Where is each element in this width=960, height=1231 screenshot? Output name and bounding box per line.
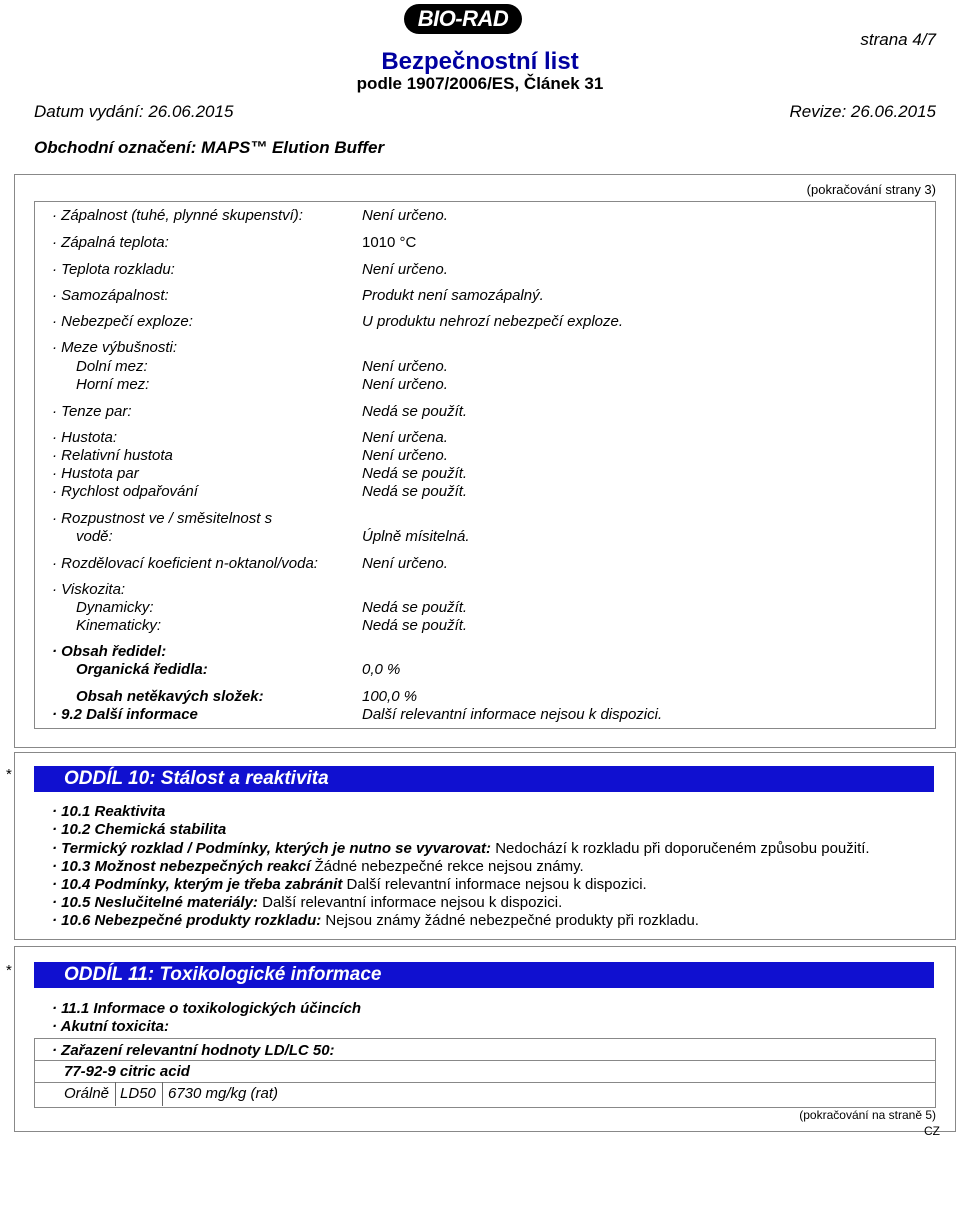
prop-value: Další relevantní informace nejsou k dispozici. [362,706,663,723]
language-code: CZ [924,1124,940,1138]
continued-to: (pokračování na straně 5) [799,1108,936,1122]
section10-item [52,894,562,911]
item-head: · 10.4 Podmínky, kterým je třeba zabránit [52,876,343,893]
section10-item [52,876,647,893]
ld-heading: · Zařazení relevantní hodnoty LD/LC 50: [52,1042,335,1059]
prop-label: · Relativní hustota [52,447,173,464]
prop-label: · Samozápalnost: [52,287,169,304]
item-text: Žádné nebezpečné rekce nejsou známy. [310,858,584,875]
tox-type: LD50 [120,1085,156,1102]
divider [115,1082,116,1106]
item-text: Další relevantní informace nejsou k dispozici. [342,876,647,893]
substance-name: 77-92-9 citric acid [64,1063,190,1080]
prop-value: Není určeno. [362,358,448,375]
prop-value: Produkt není samozápalný. [362,287,544,304]
change-marker: * [6,962,12,979]
page-number: strana 4/7 [860,30,936,49]
prop-label: · Teplota rozkladu: [52,261,175,278]
document-title: Bezpečnostní list [381,48,579,75]
document-subtitle: podle 1907/2006/ES, Článek 31 [356,74,604,93]
prop-label: Organická ředidla: [76,661,208,678]
prop-label: · Obsah ředidel: [52,643,167,660]
prop-label: Dolní mez: [76,358,148,375]
prop-label: · Rozpustnost ve / směsitelnost s [52,510,273,527]
prop-value: Nedá se použít. [362,403,468,420]
prop-value: Není určena. [362,429,448,446]
prop-value: 1010 °C [362,234,417,251]
prop-label: · 9.2 Další informace [52,706,198,723]
prop-value: Není určeno. [362,555,448,572]
prop-label: · Tenze par: [52,403,132,420]
prop-label: · Meze výbušnosti: [52,339,178,356]
prop-value: Není určeno. [362,261,448,278]
section10-heading: ODDÍL 10: Stálost a reaktivita [34,766,934,792]
prop-label: · Zápalnost (tuhé, plynné skupenství): [52,207,303,224]
prop-value: Nedá se použít. [362,617,468,634]
prop-label: Horní mez: [76,376,150,393]
revision-date: Revize: 26.06.2015 [789,102,936,121]
prop-value: Není určeno. [362,207,448,224]
prop-value: 100,0 % [362,688,418,705]
prop-label: · Viskozita: [52,581,126,598]
item-text: Nejsou známy žádné nebezpečné produkty při rozkladu. [321,912,699,929]
tox-route: Orálně [64,1085,110,1102]
prop-value: Úplně mísitelná. [362,528,470,545]
section10-item: · 10.1 Reaktivita [52,803,166,820]
prop-label: vodě: [76,528,113,545]
item-head: · 10.3 Možnost nebezpečných reakcí [52,858,311,875]
prop-label: Dynamicky: [76,599,154,616]
prop-label: · Nebezpečí exploze: [52,313,193,330]
issue-date: Datum vydání: 26.06.2015 [34,102,234,121]
tox-value: 6730 mg/kg (rat) [168,1085,279,1102]
prop-label: · Rychlost odpařování [52,483,198,500]
item-head: · 10.5 Neslučitelné materiály: [52,894,258,911]
prop-value: Nedá se použít. [362,483,468,500]
product-name: Obchodní označení: MAPS™ Elution Buffer [34,138,385,157]
prop-label: Kinematicky: [76,617,162,634]
section11-heading: ODDÍL 11: Toxikologické informace [34,962,934,988]
prop-value: 0,0 % [362,661,401,678]
prop-value: Nedá se použít. [362,465,468,482]
prop-label: · Hustota par [52,465,139,482]
divider [162,1082,163,1106]
item-head: · 10.6 Nebezpečné produkty rozkladu: [52,912,322,929]
section10-item [52,912,699,929]
prop-label: Obsah netěkavých složek: [76,688,264,705]
item-head: · Termický rozklad / Podmínky, kterých je nutno se vyvarovat: [52,840,492,857]
section10-item [52,858,584,875]
section10-item: · 10.2 Chemická stabilita [52,821,227,838]
section11-item: · 11.1 Informace o toxikologických účincích [52,1000,361,1017]
prop-label: · Zápalná teplota: [52,234,169,251]
prop-value: Není určeno. [362,447,448,464]
change-marker: * [6,766,12,783]
properties-table [34,201,936,729]
item-text: Další relevantní informace nejsou k dispozici. [257,894,563,911]
prop-value: Není určeno. [362,376,448,393]
prop-value: U produktu nehrozí nebezpečí exploze. [362,313,623,330]
item-text: Nedochází k rozkladu při doporučeném způsobu použití. [491,840,870,857]
prop-label: · Rozdělovací koeficient n-oktanol/voda: [52,555,318,572]
prop-label: · Hustota: [52,429,118,446]
divider [34,1060,935,1061]
divider [34,1082,935,1083]
bio-rad-logo: BIO-RAD [404,4,522,34]
continued-from: (pokračování strany 3) [806,182,936,197]
section10-item [52,840,870,857]
prop-value: Nedá se použít. [362,599,468,616]
section11-item: · Akutní toxicita: [52,1018,169,1035]
